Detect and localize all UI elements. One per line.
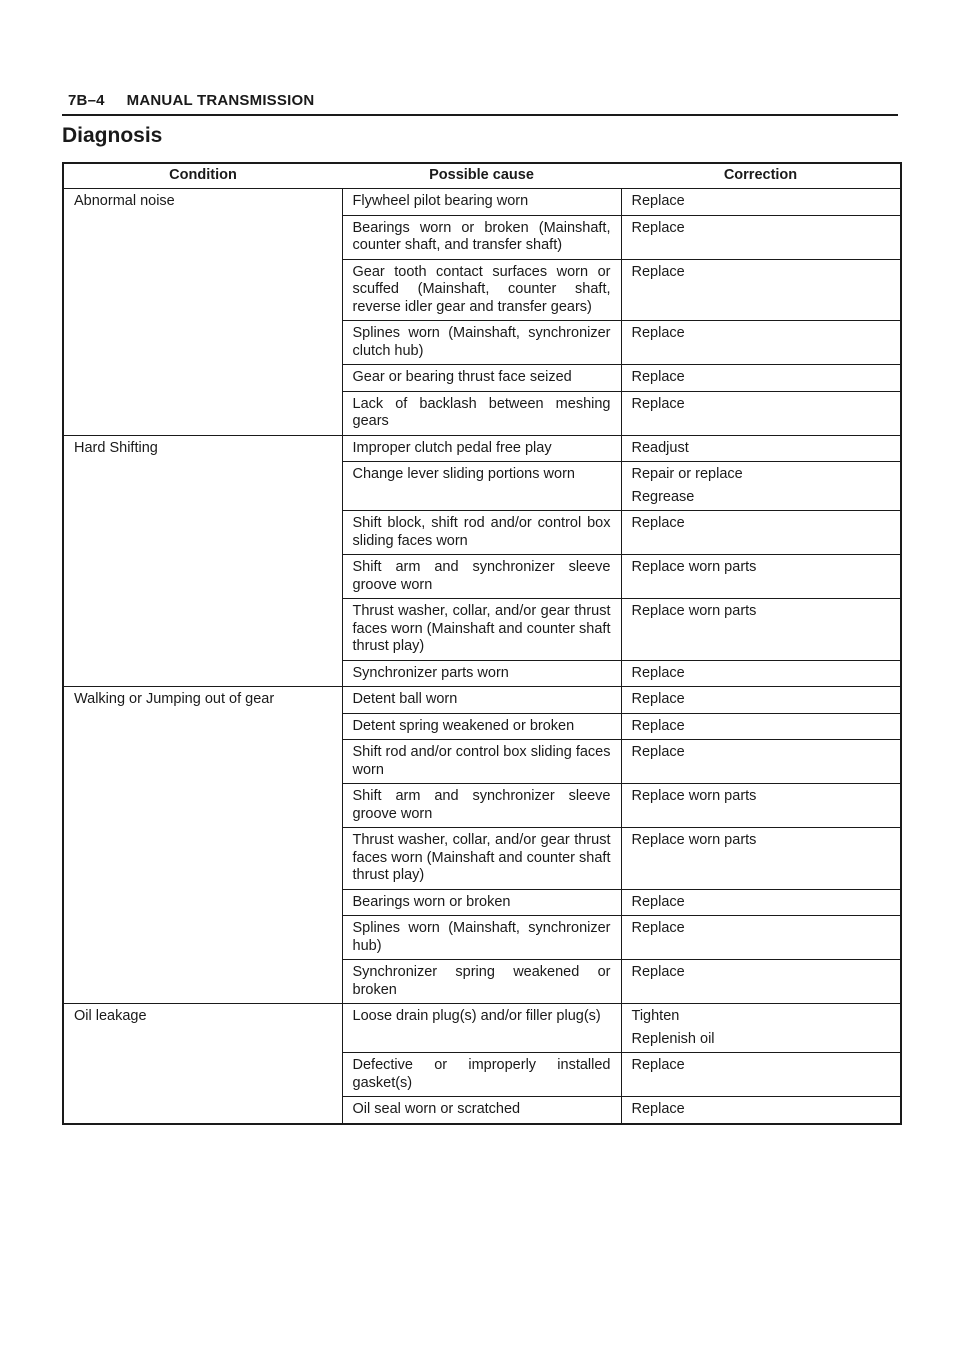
possible-cause-cell: Oil seal worn or scratched [342, 1097, 621, 1124]
possible-cause-cell: Gear tooth contact surfaces worn or scuffed (Mainshaft, counter shaft, reverse idler gear and transfer gears) [342, 259, 621, 321]
correction-cell [621, 321, 901, 365]
possible-cause-cell: Defective or improperly installed gasket(s) [342, 1053, 621, 1097]
possible-cause-cell: Flywheel pilot bearing worn [342, 189, 621, 216]
condition-cell: Abnormal noise [63, 189, 342, 436]
condition-cell: Walking or Jumping out of gear [63, 687, 342, 1004]
correction-item: Replace [631, 717, 685, 734]
correction-cell [621, 189, 901, 216]
correction-item: Readjust [631, 439, 689, 456]
diagnosis-table [62, 162, 902, 1125]
correction-item: Replace [631, 664, 685, 681]
possible-cause-cell: Shift arm and synchronizer sleeve groove worn [342, 555, 621, 599]
possible-cause-cell: Splines worn (Mainshaft, synchronizer clutch hub) [342, 321, 621, 365]
possible-cause-cell: Detent spring weakened or broken [342, 713, 621, 740]
correction-cell [621, 1097, 901, 1124]
correction-item: Replace [631, 1057, 685, 1073]
correction-item: Replace [631, 219, 685, 236]
section-title: MANUAL TRANSMISSION [126, 92, 315, 109]
possible-cause-cell: Shift arm and synchronizer sleeve groove worn [342, 784, 621, 828]
possible-cause-cell: Shift rod and/or control box sliding faces worn [342, 740, 621, 784]
possible-cause-cell: Thrust washer, collar, and/or gear thrust faces worn (Mainshaft and counter shaft thrust play) [342, 828, 621, 890]
correction-item: Replace [631, 193, 685, 209]
table-row [63, 435, 901, 462]
correction-cell [621, 889, 901, 916]
correction-cell [621, 916, 901, 960]
possible-cause-cell: Detent ball worn [342, 687, 621, 714]
possible-cause-cell: Synchronizer spring weakened or broken [342, 960, 621, 1004]
possible-cause-cell: Lack of backlash between meshing gears [342, 391, 621, 435]
correction-item: Replace [631, 691, 685, 707]
correction-item: Replace [631, 369, 685, 385]
correction-cell [621, 511, 901, 555]
correction-item: Regrease [631, 488, 695, 505]
correction-cell [621, 462, 901, 511]
possible-cause-cell: Synchronizer parts worn [342, 660, 621, 687]
column-header-condition: Condition [63, 163, 342, 189]
possible-cause-cell: Bearings worn or broken [342, 889, 621, 916]
correction-item: Replace [631, 893, 685, 910]
page-title: Diagnosis [62, 124, 163, 147]
correction-item: Repair or replace [631, 466, 743, 482]
correction-item: Replace worn parts [631, 559, 757, 575]
correction-cell [621, 259, 901, 321]
correction-cell [621, 1053, 901, 1097]
condition-cell: Oil leakage [63, 1004, 342, 1124]
correction-item: Replace worn parts [631, 603, 757, 619]
possible-cause-cell: Shift block, shift rod and/or control box sliding faces worn [342, 511, 621, 555]
correction-cell [621, 960, 901, 1004]
correction-cell [621, 660, 901, 687]
correction-cell [621, 828, 901, 890]
column-header-correction: Correction [621, 163, 901, 189]
correction-cell [621, 391, 901, 435]
correction-item: Replenish oil [631, 1030, 715, 1047]
correction-cell [621, 365, 901, 392]
correction-item: Replace [631, 263, 685, 280]
condition-cell: Hard Shifting [63, 435, 342, 687]
possible-cause-cell: Thrust washer, collar, and/or gear thrust faces worn (Mainshaft and counter shaft thrust play) [342, 599, 621, 661]
table-row [63, 1004, 901, 1053]
correction-item: Replace [631, 964, 685, 980]
correction-item: Replace [631, 744, 685, 760]
possible-cause-cell: Change lever sliding portions worn [342, 462, 621, 511]
possible-cause-cell: Gear or bearing thrust face seized [342, 365, 621, 392]
correction-item: Replace worn parts [631, 788, 757, 804]
table-body [63, 189, 901, 1124]
correction-item: Replace [631, 920, 685, 936]
table-header-row [63, 163, 901, 189]
correction-item: Replace [631, 515, 685, 531]
possible-cause-cell: Splines worn (Mainshaft, synchronizer hub) [342, 916, 621, 960]
possible-cause-cell: Improper clutch pedal free play [342, 435, 621, 462]
correction-cell [621, 599, 901, 661]
correction-item: Replace [631, 395, 685, 412]
correction-cell [621, 713, 901, 740]
correction-item: Replace [631, 325, 685, 341]
possible-cause-cell: Loose drain plug(s) and/or filler plug(s) [342, 1004, 621, 1053]
section-number: 7B–4 [68, 92, 105, 109]
correction-item: Replace [631, 1101, 685, 1117]
possible-cause-cell: Bearings worn or broken (Mainshaft, counter shaft, and transfer shaft) [342, 215, 621, 259]
correction-cell [621, 687, 901, 714]
correction-item: Replace worn parts [631, 832, 757, 848]
column-header-possible-cause: Possible cause [342, 163, 621, 189]
correction-cell [621, 740, 901, 784]
correction-cell [621, 1004, 901, 1053]
correction-cell [621, 784, 901, 828]
correction-cell [621, 555, 901, 599]
page-header [62, 92, 898, 116]
correction-item: Tighten [631, 1008, 680, 1024]
table-row [63, 189, 901, 216]
correction-cell [621, 215, 901, 259]
table-row [63, 687, 901, 714]
correction-cell [621, 435, 901, 462]
